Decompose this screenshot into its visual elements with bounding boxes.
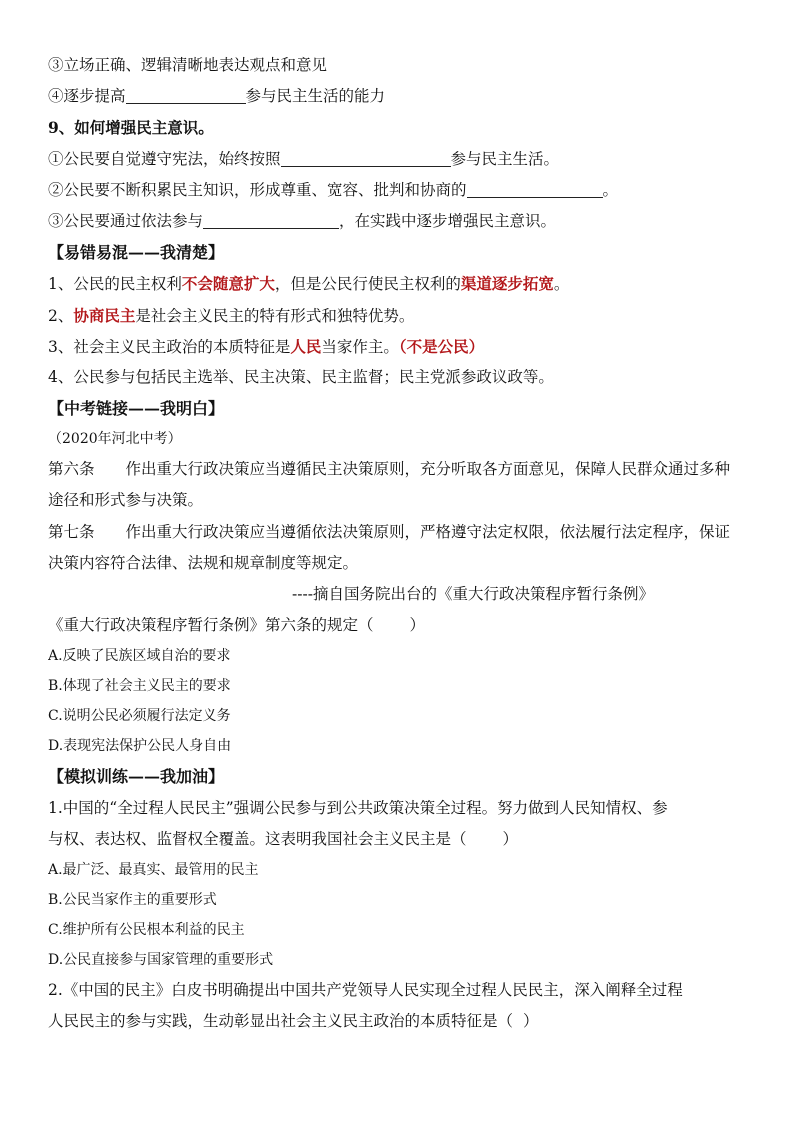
item-text: 。 xyxy=(553,275,570,294)
fill-blank-line xyxy=(48,175,748,206)
question-text: ） xyxy=(502,829,519,848)
item-text: ，但是公民行使民主权利的 xyxy=(274,275,461,294)
question-text: 《重大行政决策程序暂行条例》第六条的规定（ xyxy=(48,616,374,635)
line-text: ②公民要不断积累民主知识，形成尊重、宽容、批判和协商的 xyxy=(48,180,467,199)
article-6-line-2: 途径和形式参与决策。 xyxy=(48,491,204,510)
error-item-3 xyxy=(48,331,748,362)
line-text: ，在实践中逐步增强民主意识。 xyxy=(339,211,557,230)
line-text: ③公民要通过依法参与 xyxy=(48,211,204,230)
practice-q1-line-2 xyxy=(48,824,748,855)
item-text: 3、社会主义民主政治的本质特征是 xyxy=(48,337,291,356)
text-line xyxy=(48,50,748,81)
highlight-text: （不是公民） xyxy=(398,336,485,356)
exam-question xyxy=(48,610,748,641)
question-text: 与权、表达权、监督权全覆盖。这表明我国社会主义民主是（ xyxy=(48,829,467,848)
option-c: C.说明公民必须履行法定义务 xyxy=(48,708,231,725)
line-text: ①公民要自觉遵守宪法，始终按照 xyxy=(48,149,281,168)
answer-blank[interactable] xyxy=(467,179,603,198)
practice-q1-option-a: A.最广泛、最真实、最管用的民主 xyxy=(48,861,259,878)
fill-blank-line xyxy=(48,206,748,237)
section-heading-exam: 【中考链接——我明白】 xyxy=(48,399,225,419)
practice-q1-option-b: B.公民当家作主的重要形式 xyxy=(48,891,217,908)
error-item-1 xyxy=(48,268,748,299)
item-text: 4、公民参与包括民主选举、民主决策、民主监督；民主党派参政议政等。 xyxy=(48,367,554,386)
document-page xyxy=(48,50,748,1037)
item-text: 2、 xyxy=(48,306,74,325)
practice-q1-line-1: 1.中国的“全过程人民民主”强调公民参与到公共政策决策全过程。努力做到人民知情权、参 xyxy=(48,798,668,817)
practice-q1-option-d: D.公民直接参与国家管理的重要形式 xyxy=(48,951,274,968)
highlight-text: 不会随意扩大 xyxy=(181,274,275,294)
answer-blank[interactable] xyxy=(203,210,339,229)
exam-source: （2020年河北中考） xyxy=(48,431,182,448)
line-text: ④逐步提高 xyxy=(48,87,126,106)
question-heading xyxy=(48,112,748,143)
practice-q2-line-1: 2.《中国的民主》白皮书明确提出中国共产党领导人民实现全过程人民民主，深入阐释全过程 xyxy=(48,980,683,999)
highlight-text: 渠道逐步拓宽 xyxy=(460,274,554,294)
fill-blank-line xyxy=(48,144,748,175)
highlight-text: 协商民主 xyxy=(73,305,136,325)
question-title: 9、如何增强民主意识。 xyxy=(48,118,214,138)
line-text: 参与民主生活。 xyxy=(450,149,560,168)
question-text: ） xyxy=(409,616,426,635)
item-text: 1、公民的民主权利 xyxy=(48,275,182,294)
article-6-line-1: 第六条 作出重大行政决策应当遵循民主决策原则，充分听取各方面意见，保障人民群众通过多种 xyxy=(48,460,731,479)
option-a: A.反映了民族区域自治的要求 xyxy=(48,648,231,665)
excerpt-source: ----摘自国务院出台的《重大行政决策程序暂行条例》 xyxy=(292,585,654,603)
option-b: B.体现了社会主义民主的要求 xyxy=(48,678,231,695)
line-text: 。 xyxy=(602,180,619,199)
error-item-4 xyxy=(48,362,748,393)
item-text: 当家作主。 xyxy=(321,337,399,356)
answer-blank[interactable] xyxy=(126,85,246,104)
option-d: D.表现宪法保护公民人身自由 xyxy=(48,738,232,755)
question-text: ） xyxy=(523,1012,539,1031)
fill-blank-line xyxy=(48,81,748,112)
article-7-line-2: 决策内容符合法律、法规和规章制度等规定。 xyxy=(48,553,359,572)
article-7-line-1: 第七条 作出重大行政决策应当遵循依法决策原则，严格遵守法定权限，依法履行法定程序，保证 xyxy=(48,522,731,541)
practice-q2-line-2 xyxy=(48,1006,748,1037)
line-text: ③立场正确、逻辑清晰地表达观点和意见 xyxy=(48,56,328,74)
section-heading-practice: 【模拟训练——我加油】 xyxy=(48,767,225,787)
section-heading-errors: 【易错易混——我清楚】 xyxy=(48,243,225,263)
item-text: 是社会主义民主的特有形式和独特优势。 xyxy=(135,306,415,325)
highlight-text: 人民 xyxy=(290,336,322,356)
line-text: 参与民主生活的能力 xyxy=(245,87,386,106)
error-item-2 xyxy=(48,300,748,331)
practice-q1-option-c: C.维护所有公民根本利益的民主 xyxy=(48,921,245,938)
answer-blank[interactable] xyxy=(281,148,451,167)
question-text: 人民民主的参与实践，生动彰显出社会主义民主政治的本质特征是（ xyxy=(48,1012,514,1031)
